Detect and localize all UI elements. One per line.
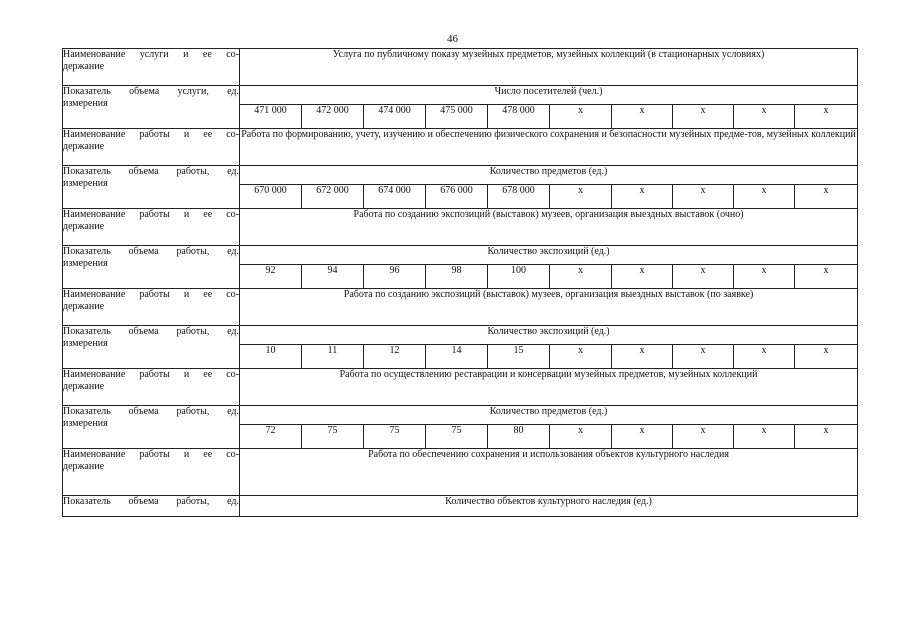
indicator-value-cell: Число посетителей (чел.) [240, 86, 858, 105]
value-cell: x [550, 345, 612, 369]
value-cell: x [673, 425, 734, 449]
value-cell: x [550, 425, 612, 449]
value-cell: 94 [302, 265, 364, 289]
name-label-cell [63, 49, 240, 86]
value-cell: 96 [364, 265, 426, 289]
value-cell: x [612, 185, 673, 209]
indicator-label-line-1: Показатель объема работы, ед. [63, 406, 239, 417]
value-cell: 75 [302, 425, 364, 449]
indicator-label-cell [63, 406, 240, 449]
value-cell: x [550, 185, 612, 209]
value-cell: 80 [488, 425, 550, 449]
name-value-cell: Работа по формированию, учету, изучению и обеспечению физического сохранения и безопасности музейных предме-тов, музейных коллекций [240, 129, 858, 166]
indicator-label-cell [63, 86, 240, 129]
value-cell: 670 000 [240, 185, 302, 209]
page-number: 46 [447, 33, 458, 45]
value-cell: 10 [240, 345, 302, 369]
name-label-line-1: Наименование работы и ее со- [63, 209, 239, 220]
name-label-line-1: Наименование работы и ее со- [63, 449, 239, 460]
table-body [63, 49, 858, 517]
indicator-label-line-1: Показатель объема услуги, ед. [63, 86, 239, 97]
indicator-label-line-1: Показатель объема работы, ед. [63, 246, 239, 257]
indicator-row [63, 246, 858, 265]
indicator-value-cell: Количество экспозиций (ед.) [240, 326, 858, 345]
indicator-label-line-1: Показатель объема работы, ед. [63, 326, 239, 337]
indicator-label-cell [63, 326, 240, 369]
name-label-cell [63, 209, 240, 246]
name-value-cell: Работа по созданию экспозиций (выставок) музеев, организация выездных выставок (очно) [240, 209, 858, 246]
value-cell: 475 000 [426, 105, 488, 129]
services-volume-table [62, 48, 858, 517]
indicator-row [63, 166, 858, 185]
value-cell: 75 [364, 425, 426, 449]
value-cell: x [550, 265, 612, 289]
name-row [63, 49, 858, 86]
name-value-cell: Услуга по публичному показу музейных предметов, музейных коллекций (в стационарных условиях) [240, 49, 858, 86]
indicator-label-line-2: измерения [63, 98, 108, 109]
indicator-label-cell [63, 496, 240, 517]
value-cell: x [734, 105, 795, 129]
value-cell: x [673, 105, 734, 129]
name-label-cell [63, 129, 240, 166]
value-cell: x [734, 185, 795, 209]
name-label-line-2: держание [63, 141, 105, 152]
indicator-value-cell: Количество предметов (ед.) [240, 166, 858, 185]
name-label-cell [63, 449, 240, 496]
value-cell: x [795, 425, 858, 449]
name-row [63, 209, 858, 246]
value-cell: x [673, 345, 734, 369]
name-value-cell: Работа по созданию экспозиций (выставок) музеев, организация выездных выставок (по заявке) [240, 289, 858, 326]
name-row [63, 129, 858, 166]
value-cell: 478 000 [488, 105, 550, 129]
indicator-label-line-2: измерения [63, 418, 108, 429]
name-label-line-1: Наименование работы и ее со- [63, 369, 239, 380]
name-row [63, 369, 858, 406]
value-cell: 15 [488, 345, 550, 369]
value-cell: x [612, 345, 673, 369]
indicator-row [63, 496, 858, 517]
value-cell: x [795, 105, 858, 129]
value-cell: 472 000 [302, 105, 364, 129]
value-cell: 12 [364, 345, 426, 369]
value-cell: x [673, 185, 734, 209]
value-cell: 474 000 [364, 105, 426, 129]
value-cell: x [795, 185, 858, 209]
indicator-row [63, 86, 858, 105]
value-cell: 100 [488, 265, 550, 289]
name-label-line-2: держание [63, 301, 105, 312]
indicator-label-cell [63, 166, 240, 209]
value-cell: 672 000 [302, 185, 364, 209]
value-cell: x [612, 105, 673, 129]
indicator-value-cell: Количество объектов культурного наследия (ед.) [240, 496, 858, 517]
indicator-label-line-2: измерения [63, 338, 108, 349]
value-cell: 471 000 [240, 105, 302, 129]
name-label-line-2: держание [63, 221, 105, 232]
indicator-value-cell: Количество предметов (ед.) [240, 406, 858, 425]
value-cell: 98 [426, 265, 488, 289]
name-label-line-2: держание [63, 381, 105, 392]
value-cell: x [734, 425, 795, 449]
name-label-line-2: держание [63, 461, 105, 472]
indicator-row [63, 406, 858, 425]
indicator-label-cell [63, 246, 240, 289]
indicator-label-line-2: измерения [63, 178, 108, 189]
value-cell: 674 000 [364, 185, 426, 209]
value-cell: x [734, 265, 795, 289]
value-cell: x [673, 265, 734, 289]
value-cell: 75 [426, 425, 488, 449]
name-label-line-1: Наименование услуги и ее со- [63, 49, 239, 60]
value-cell: x [734, 345, 795, 369]
name-row [63, 289, 858, 326]
value-cell: x [795, 345, 858, 369]
value-cell: 14 [426, 345, 488, 369]
value-cell: 11 [302, 345, 364, 369]
value-cell: 92 [240, 265, 302, 289]
name-value-cell: Работа по обеспечению сохранения и использования объектов культурного наследия [240, 449, 858, 496]
value-cell: x [612, 425, 673, 449]
value-cell: x [795, 265, 858, 289]
indicator-label-line-1: Показатель объема работы, ед. [63, 166, 239, 177]
name-label-line-1: Наименование работы и ее со- [63, 129, 239, 140]
value-cell: x [612, 265, 673, 289]
indicator-value-cell: Количество экспозиций (ед.) [240, 246, 858, 265]
indicator-label-line-2: измерения [63, 258, 108, 269]
name-label-line-2: держание [63, 61, 105, 72]
value-cell: 676 000 [426, 185, 488, 209]
value-cell: x [550, 105, 612, 129]
name-label-line-1: Наименование работы и ее со- [63, 289, 239, 300]
indicator-label-line-1: Показатель объема работы, ед. [63, 496, 239, 507]
value-cell: 72 [240, 425, 302, 449]
value-cell: 678 000 [488, 185, 550, 209]
name-label-cell [63, 369, 240, 406]
name-value-cell: Работа по осуществлению реставрации и консервации музейных предметов, музейных коллекций [240, 369, 858, 406]
indicator-row [63, 326, 858, 345]
name-row [63, 449, 858, 496]
name-label-cell [63, 289, 240, 326]
